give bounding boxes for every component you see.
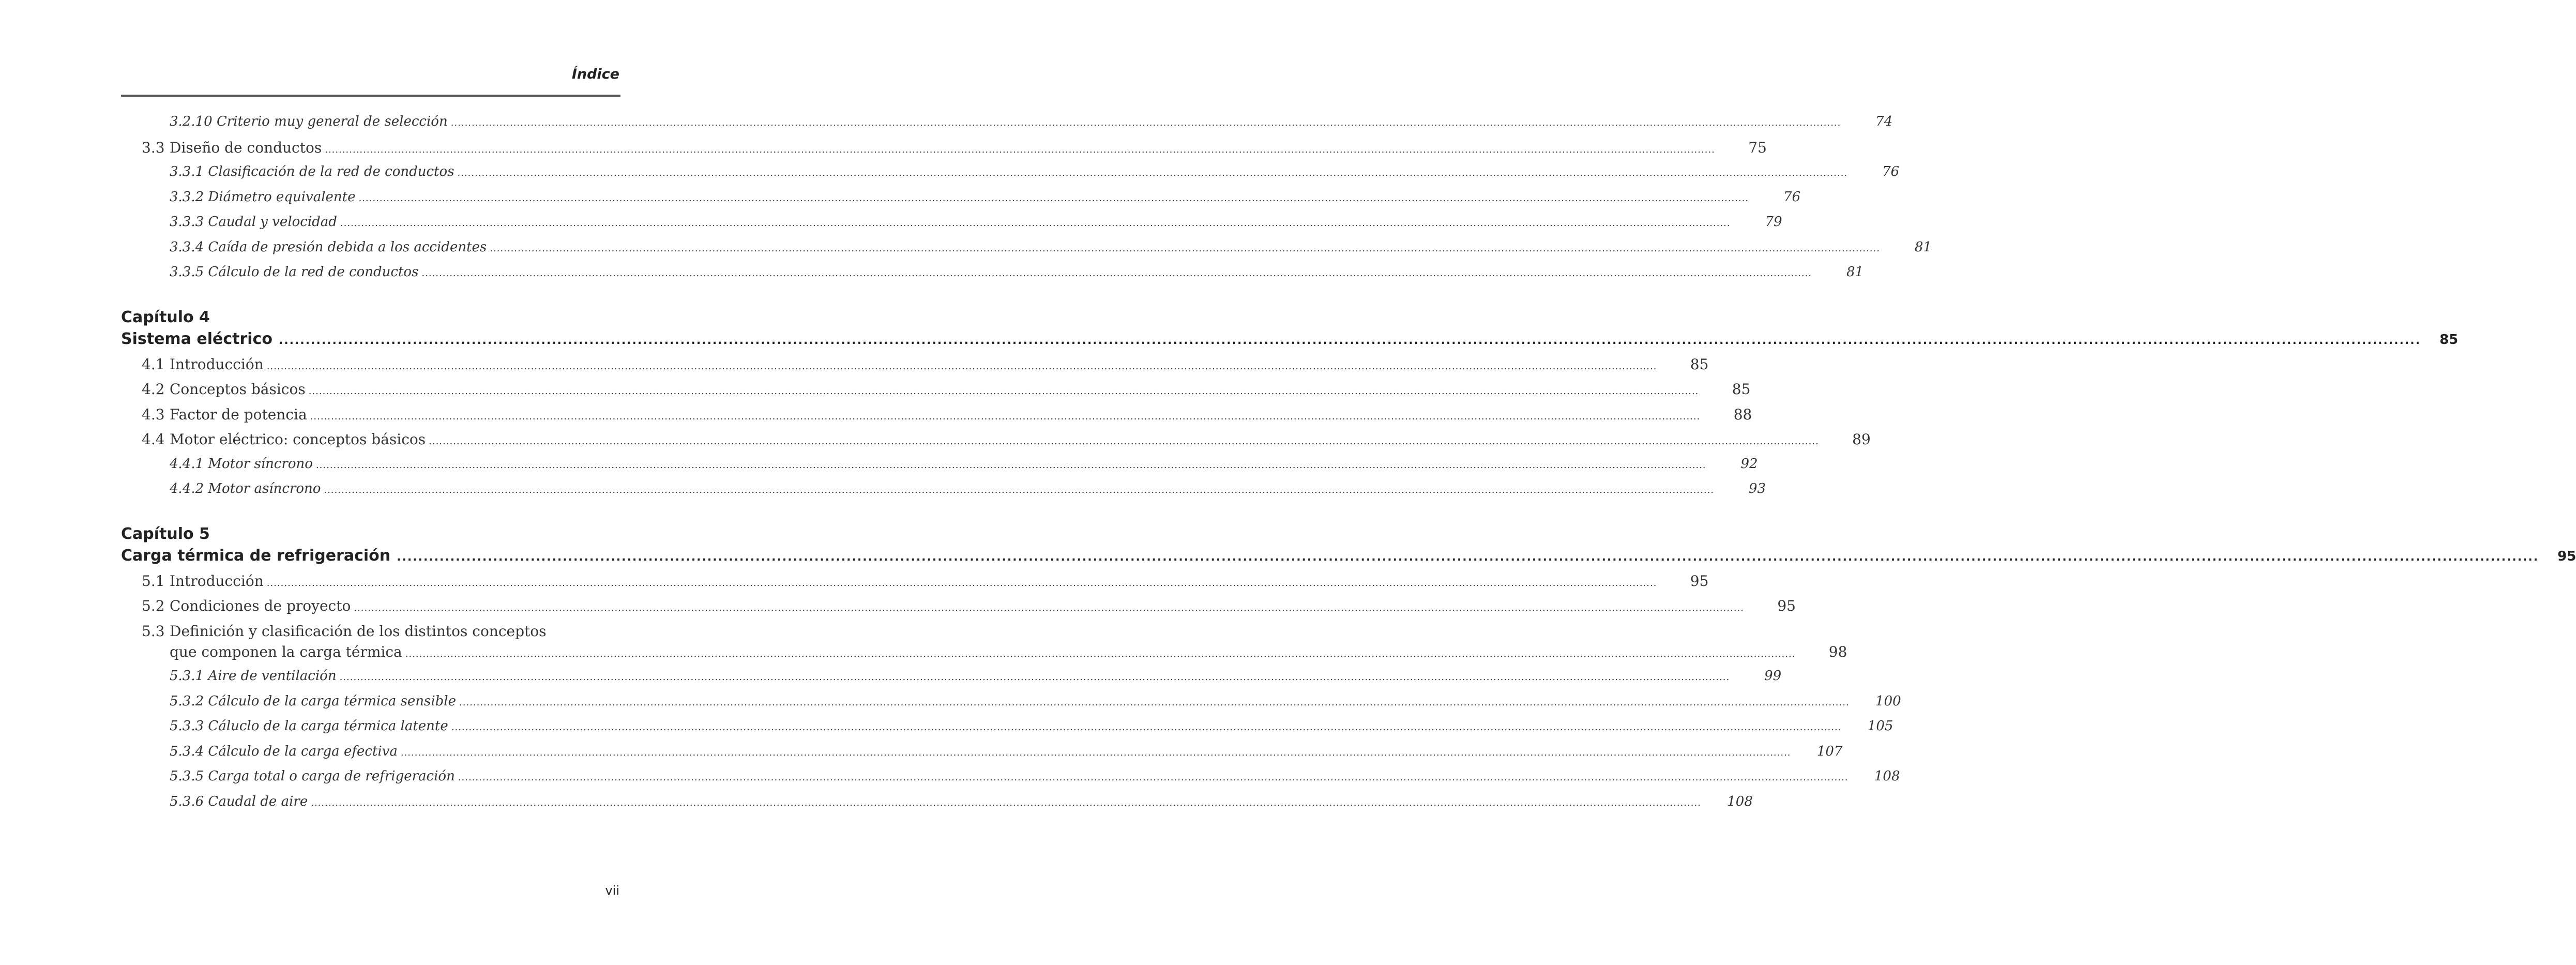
chapter-title: Sistema eléctrico [121,329,272,348]
dot-leader: ................................................................................................................................................................................................................................................................................................................................................................................................................ [339,672,1730,683]
toc-entry-continuation[interactable] [121,643,1847,669]
dot-leader: ................................................................................................................................................................................................................................................................................................................................................................................................................ [429,436,1819,447]
dot-leader: ................................................................................................................................................................................................................................................................................................................................................................................................................ [459,697,1850,708]
entry-title: Conceptos básicos [170,381,306,398]
toc-subentry[interactable] [121,456,1758,481]
entry-page-number: 89 [1852,431,1871,448]
dot-leader: ................................................................................................................................................................................................................................................................................................................................................................................................................ [358,192,1749,204]
entry-page-number: 98 [1828,643,1847,660]
dot-leader: ................................................................................................................................................................................................................................................................................................................................................................................................................ [450,117,1841,128]
chapter-label: Capítulo 4 [121,308,210,326]
entry-number: 4.3 [142,405,165,423]
toc-subentry[interactable] [121,668,1782,693]
chapter-label: Capítulo 5 [121,524,210,543]
entry-title: Diseño de conductos [170,139,322,156]
entry-title: 5.3.2 Cálculo de la carga térmica sensible [170,693,456,709]
entry-page-number: 108 [1727,793,1753,809]
toc-subentry[interactable] [121,214,1782,239]
entry-page-number: 81 [1914,239,1932,255]
chapter-page-number: 95 [2557,548,2576,564]
entry-title: Introducción [170,572,264,590]
entry-number: 4.2 [142,381,165,398]
entry-title: 3.2.10 Criterio muy general de selección [170,114,448,129]
entry-title: 3.3.2 Diámetro equivalente [170,189,356,205]
toc-subentry[interactable] [121,768,1900,794]
entry-title: 5.3.6 Caudal de aire [170,793,308,809]
dot-leader: ................................................................................................................................................................................................................................................................................................................................................................................................................ [311,797,1701,808]
toc-subentry[interactable] [121,693,1901,719]
entry-number: 5.2 [142,597,165,614]
entry-title: 5.3.5 Carga total o carga de refrigeración [170,768,455,784]
toc-subentry[interactable] [121,164,1900,189]
entry-page-number: 95 [1690,572,1709,590]
dot-leader: ................................................................................................................................................................................................................................................................................................................................................................................................................ [340,218,1731,229]
entry-page-number: 107 [1816,743,1843,759]
dot-leader: ................................................................................................................................................................................................................................................................................................................................................................................................................ [397,550,2539,564]
dot-leader: ................................................................................................................................................................................................................................................................................................................................................................................................................ [308,386,1699,397]
entry-title: 3.3.5 Cálculo de la red de conductos [170,264,419,280]
toc-entry[interactable] [121,139,1767,164]
dot-leader: ................................................................................................................................................................................................................................................................................................................................................................................................................ [400,747,1791,758]
dot-leader: ................................................................................................................................................................................................................................................................................................................................................................................................................ [421,268,1812,279]
entry-number: 5.1 [142,572,165,590]
running-head: Índice [571,66,619,82]
toc-subentry[interactable] [121,743,1843,769]
entry-title: Motor eléctrico: conceptos básicos [170,431,426,448]
toc-subentry[interactable] [121,481,1766,506]
toc-subentry[interactable] [121,114,1893,139]
toc-subentry[interactable] [121,239,1932,265]
dot-leader: ................................................................................................................................................................................................................................................................................................................................................................................................................ [266,577,1657,589]
toc-entry[interactable] [121,431,1871,456]
entry-page-number: 88 [1733,405,1752,423]
entry-page-number: 100 [1875,693,1901,709]
entry-title: 5.3.1 Aire de ventilación [170,668,337,684]
entry-title: Factor de potencia [170,405,307,423]
dot-leader: ................................................................................................................................................................................................................................................................................................................................................................................................................ [325,144,1715,155]
entry-title: Definición y clasificación de los distintos conceptos [170,622,547,640]
entry-title-continuation: que componen la carga térmica [170,643,402,660]
entry-page-number: 81 [1846,264,1864,280]
dot-leader: ................................................................................................................................................................................................................................................................................................................................................................................................................ [278,334,2421,347]
page-number: vii [605,883,619,898]
toc-subentry[interactable] [121,264,1864,290]
entry-number: 5.3 [142,622,165,640]
dot-leader: ................................................................................................................................................................................................................................................................................................................................................................................................................ [310,411,1701,422]
entry-page-number: 75 [1748,139,1767,156]
entry-page-number: 99 [1764,668,1782,684]
entry-title: 3.3.4 Caída de presión debida a los accidentes [170,239,487,255]
chapter-title: Carga térmica de refrigeración [121,546,391,565]
dot-leader: ................................................................................................................................................................................................................................................................................................................................................................................................................ [324,485,1715,495]
entry-page-number: 85 [1732,381,1751,398]
dot-leader: ................................................................................................................................................................................................................................................................................................................................................................................................................ [451,722,1842,733]
entry-page-number: 92 [1740,456,1758,472]
entry-number: 4.4 [142,431,165,448]
entry-title: Condiciones de proyecto [170,597,351,614]
entry-title: 4.4.2 Motor asíncrono [170,481,321,496]
header-rule [121,95,620,97]
entry-page-number: 95 [1777,597,1796,614]
entry-title: 4.4.1 Motor síncrono [170,456,313,472]
entry-page-number: 74 [1875,114,1893,129]
entry-title: 3.3.3 Caudal y velocidad [170,214,337,230]
dot-leader: ................................................................................................................................................................................................................................................................................................................................................................................................................ [490,243,1880,254]
dot-leader: ................................................................................................................................................................................................................................................................................................................................................................................................................ [354,602,1744,613]
chapter-heading-row[interactable] [121,546,2576,572]
dot-leader: ................................................................................................................................................................................................................................................................................................................................................................................................................ [458,772,1848,783]
dot-leader: ................................................................................................................................................................................................................................................................................................................................................................................................................ [315,459,1706,471]
chapter-heading-row[interactable] [121,329,2459,356]
toc-subentry[interactable] [121,793,1753,819]
toc-entry[interactable] [121,405,1752,431]
entry-title: Introducción [170,355,264,373]
toc-entry[interactable] [121,572,1709,598]
entry-title: 5.3.4 Cálculo de la carga efectiva [170,743,398,759]
entry-page-number: 76 [1783,189,1801,205]
toc-entry[interactable] [121,355,1709,381]
toc-subentry[interactable] [121,718,1893,744]
entry-number: 3.3 [142,139,165,156]
dot-leader: ................................................................................................................................................................................................................................................................................................................................................................................................................ [405,648,1796,659]
chapter-page-number: 85 [2439,331,2459,348]
entry-page-number: 79 [1765,214,1782,230]
toc-entry[interactable] [121,623,620,643]
toc-entry[interactable] [121,597,1796,623]
entry-page-number: 93 [1749,481,1766,496]
entry-page-number: 76 [1882,164,1900,179]
entry-title: 3.3.1 Clasificación de la red de conductos [170,164,454,179]
entry-title: 5.3.3 Cáluclo de la carga térmica latente [170,718,448,734]
dot-leader: ................................................................................................................................................................................................................................................................................................................................................................................................................ [457,168,1848,178]
entry-page-number: 105 [1867,718,1893,734]
entry-page-number: 85 [1690,355,1709,373]
dot-leader: ................................................................................................................................................................................................................................................................................................................................................................................................................ [266,360,1657,372]
entry-number: 4.1 [142,355,165,373]
toc-subentry[interactable] [121,189,1801,215]
entry-page-number: 108 [1874,768,1900,784]
toc-entry[interactable] [121,381,1751,406]
table-of-contents [121,114,2576,819]
